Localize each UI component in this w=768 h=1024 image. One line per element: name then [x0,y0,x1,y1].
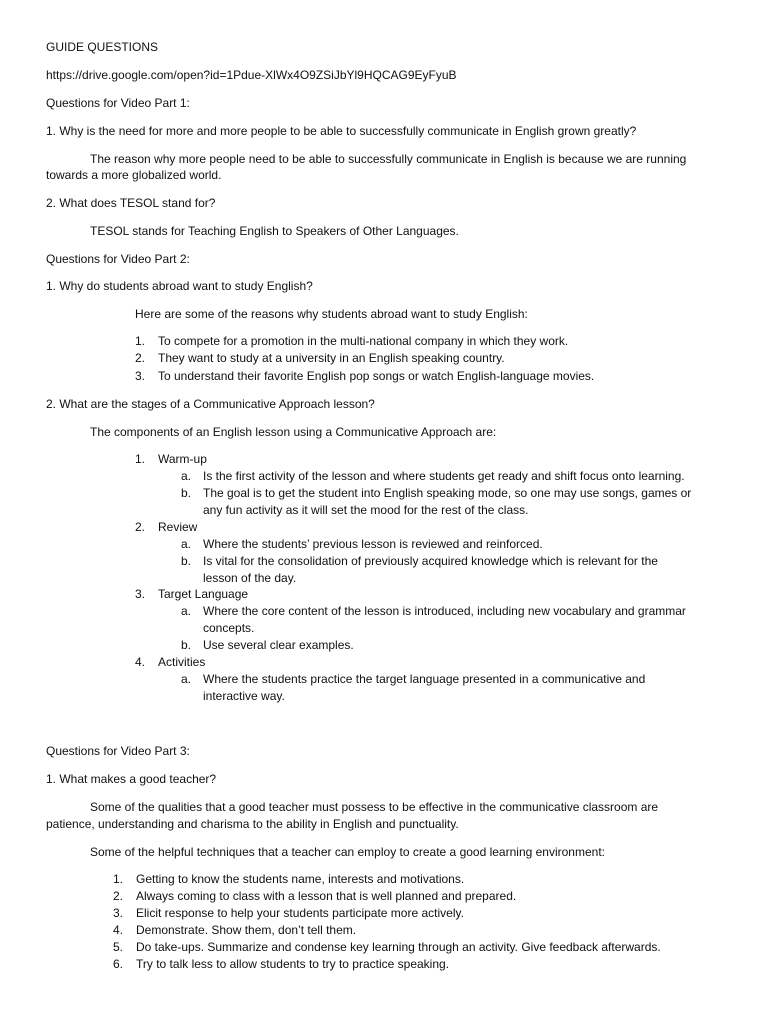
reason-number: 3. [135,369,146,383]
technique-number: 5. [113,940,124,954]
technique-text: Do take-ups. Summarize and condense key learning through an activity. Give feedback afterwards. [136,940,661,954]
stage-number: 3. [135,587,146,601]
part2-answer-1-intro: Here are some of the reasons why students abroad want to study English: [135,307,528,321]
reason-text: They want to study at a university in an English speaking country. [158,351,505,365]
stage-sub-letter: a. [181,604,192,618]
stage-name: Target Language [158,587,249,601]
technique-text: Always coming to class with a lesson that is well planned and prepared. [136,889,517,903]
stage-name: Review [158,520,198,534]
part3-paragraph-1-line-1: Some of the qualities that a good teacher must possess to be effective in the communicative classroom are [90,800,659,814]
stage-sub-letter: a. [181,672,192,686]
stage-number: 1. [135,452,146,466]
stage-sub-text: Is vital for the consolidation of previously acquired knowledge which is relevant for the [203,554,658,568]
part1-answer-1-line-1: The reason why more people need to be able to successfully communicate in English is because we are running [90,152,687,166]
stage-sub-text: any fun activity as it will set the mood for the rest of the class. [203,503,529,517]
part1-answer-1-line-2: towards a more globalized world. [46,168,222,182]
stage-sub-text: Where the core content of the lesson is introduced, including new vocabulary and grammar [203,604,686,618]
part1-heading: Questions for Video Part 1: [46,96,190,110]
technique-number: 1. [113,872,124,886]
technique-text: Try to talk less to allow students to try to practice speaking. [136,957,450,971]
technique-number: 4. [113,923,124,937]
part2-question-1: 1. Why do students abroad want to study English? [46,279,313,293]
part2-question-2: 2. What are the stages of a Communicative Approach lesson? [46,397,375,411]
stage-sub-letter: b. [181,638,192,652]
part1-question-2: 2. What does TESOL stand for? [46,196,216,210]
part2-answer-2-intro: The components of an English lesson using a Communicative Approach are: [90,425,497,439]
stage-number: 2. [135,520,146,534]
stage-sub-text: interactive way. [203,689,285,703]
technique-number: 6. [113,957,124,971]
reason-text: To compete for a promotion in the multi-national company in which they work. [158,334,569,348]
drive-link[interactable]: https://drive.google.com/open?id=1Pdue-XlWx4O9ZSiJbYl9HQCAG9EyFyuB [46,68,457,82]
stage-sub-text: The goal is to get the student into English speaking mode, so one may use songs, games or [203,486,692,500]
technique-number: 2. [113,889,124,903]
reason-number: 2. [135,351,146,365]
technique-text: Elicit response to help your students participate more actively. [136,906,464,920]
reason-text: To understand their favorite English pop songs or watch English-language movies. [158,369,595,383]
stage-sub-letter: a. [181,537,192,551]
stage-sub-letter: b. [181,486,192,500]
stage-sub-text: Is the first activity of the lesson and where students get ready and shift focus onto learning. [203,469,685,483]
stage-sub-text: Use several clear examples. [203,638,354,652]
stage-sub-letter: a. [181,469,192,483]
technique-number: 3. [113,906,124,920]
stage-sub-text: lesson of the day. [203,571,297,585]
stage-sub-text: Where the students’ previous lesson is reviewed and reinforced. [203,537,543,551]
reason-number: 1. [135,334,146,348]
document-title: GUIDE QUESTIONS [46,40,159,54]
part3-paragraph-1-line-2: patience, understanding and charisma to the ability in English and punctuality. [46,817,459,831]
stage-sub-text: concepts. [203,621,255,635]
stage-number: 4. [135,655,146,669]
part3-question-1: 1. What makes a good teacher? [46,772,217,786]
part2-heading: Questions for Video Part 2: [46,252,190,266]
technique-text: Demonstrate. Show them, don’t tell them. [136,923,357,937]
part3-paragraph-2: Some of the helpful techniques that a teacher can employ to create a good learning environment: [90,845,605,859]
stage-sub-text: Where the students practice the target language presented in a communicative and [203,672,646,686]
stage-name: Warm-up [158,452,207,466]
part1-question-1: 1. Why is the need for more and more people to be able to successfully communicate in English grown greatly? [46,124,637,138]
stage-sub-letter: b. [181,554,192,568]
technique-text: Getting to know the students name, interests and motivations. [136,872,465,886]
part1-answer-2: TESOL stands for Teaching English to Speakers of Other Languages. [90,224,459,238]
part3-heading: Questions for Video Part 3: [46,744,190,758]
stage-name: Activities [158,655,206,669]
